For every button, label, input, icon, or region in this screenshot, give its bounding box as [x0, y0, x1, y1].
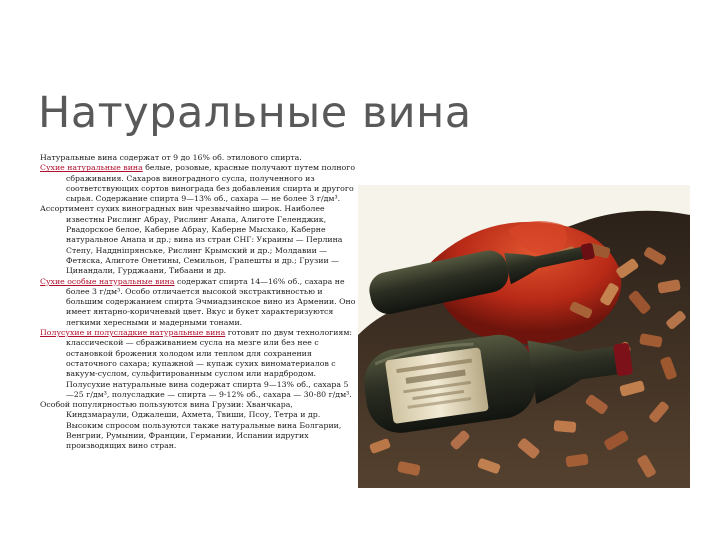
slide-title: Натуральные вина: [38, 88, 472, 138]
highlighted-term: Сухие особые натуральные вина: [40, 276, 175, 286]
wine-bottles-photo: [358, 185, 690, 488]
paragraph-text: готовят по двум технологиям: классической — сбраживанием сусла на мезге или без нее с остановкой брожения холодом или теплом для сохранения остаточного сахара; купажной — купаж сухих виноматериалов с вакуум-суслом, сульфитированным суслом или нардбродом. Полусухие натуральные вина содержат спирта 9—13% об., сахара 5—25 г/дм³, полусладкие — спирта — 9-12% об., сахара — 30-80 г/дм³.: [66, 328, 353, 399]
highlighted-term: Сухие натуральные вина: [40, 163, 143, 173]
paragraph-text: Особой популярностью пользуются вина Грузии: Хванчкара, Киндзмараули, Оджалеши, Ахмета, Твиши, Псоу, Тетра и др. Высоким спросом пользуются также натуральные вина Болгарии, Венгрии, Румынии, Франции, Германии, Испании идругих производящих вино стран.: [40, 400, 342, 451]
paragraph-intro: [40, 153, 356, 163]
paragraph-text: Ассортимент сухих виноградных вин чрезвычайно широк. Наиболее известны Рислинг Абрау, Рислинг Анапа, Алиготе Геленджик, Рвадорское белое, Каберне Абрау, Каберне Мысхако, Каберне натуральное Анапа и др.; вина из стран СНГ: Украины — Перлина Степу, Наддніпрянське, Рислинг Крымский и др.; Молдавии — Фетяска, Алиготе Онетины, Семильон, Грапешты и др.; Грузии — Цинандали, Гурджаани, Тибаани и др.: [40, 204, 343, 276]
paragraph-dry-wines: [40, 163, 356, 204]
wine-bottles-illustration: [358, 185, 690, 488]
paragraph-text: Натуральные вина содержат от 9 до 16% об. этилового спирта.: [40, 153, 302, 162]
paragraph-semi-dry-wines: [40, 328, 356, 400]
bottle-label: [385, 347, 489, 424]
highlighted-term: Полусухие и полусладкие натуральные вина: [40, 328, 226, 338]
paragraph-special-dry-wines: [40, 277, 356, 328]
paragraph-text: содержат спирта 14—16% об., сахара не более 3 г/дм³. Особо отличается высокой экстрактивностью и большим содержанием спирта Эчмиадзинское вино из Армении. Оно имеет янтарно-коричневый цвет. Вкус и букет характеризуются легкими хересными и мадерными тонами.: [66, 276, 356, 327]
paragraph-text: белые, розовые, красные получают путем полного сбраживания. Сахаров виноградного сусла, полученного из соответствующих сортов винограда без добавления спирта и другого сырья. Содержание спирта 9—13% об., сахара — не более 3 г/дм³.: [66, 163, 356, 204]
slide-body-text: [40, 153, 356, 452]
paragraph-popular-wines: [40, 400, 356, 451]
paragraph-assortment: [40, 204, 356, 276]
